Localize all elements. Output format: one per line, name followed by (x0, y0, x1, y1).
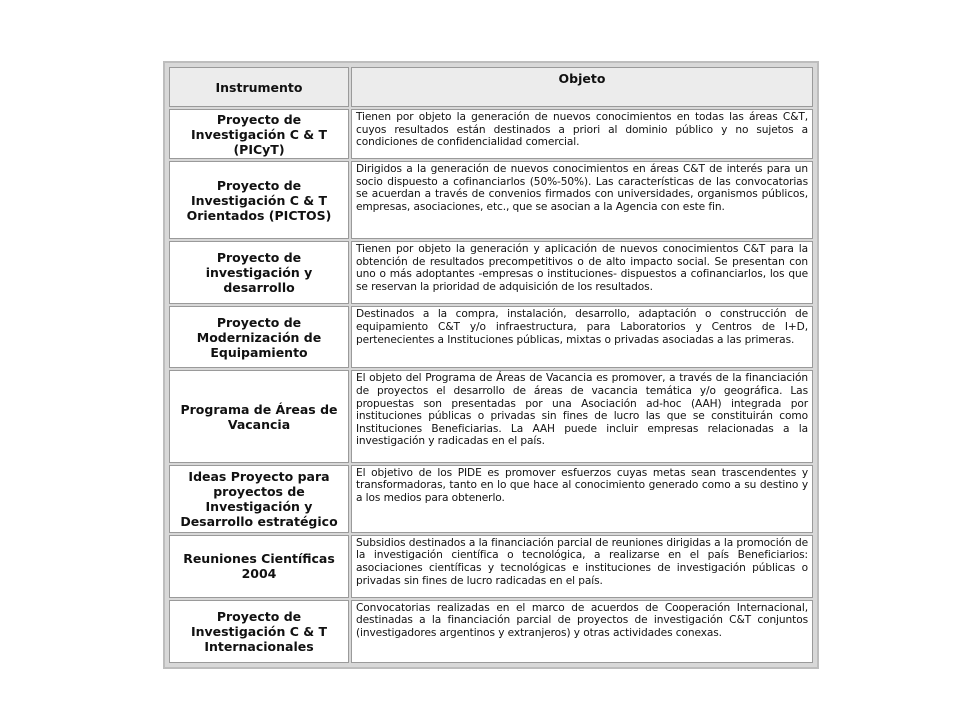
instrument-name: Proyecto de Investigación C & T (PICyT) (169, 109, 349, 159)
table-frame (163, 61, 819, 669)
instrument-name: Proyecto de Investigación C & T Orientados (PICTOS) (169, 161, 349, 239)
instruments-table (167, 65, 815, 665)
instrument-description: Subsidios destinados a la financiación parcial de reuniones dirigidas a la promoción de la investigación científica o tecnológica, a realizarse en el país Beneficiarios: asociaciones científicas y tecnológicas e instituciones de investigación públicas o privadas sin fines de lucro radicadas en el país. (351, 535, 813, 598)
instrument-name: Proyecto de Modernización de Equipamiento (169, 306, 349, 368)
instrument-description: El objetivo de los PIDE es promover esfuerzos cuyas metas sean trascendentes y transformadoras, tanto en lo que hace al conocimiento generado como a su destino y a los medios para obtenerlo. (351, 465, 813, 533)
header-instrumento: Instrumento (169, 67, 349, 107)
table-header-row (169, 67, 813, 107)
instrument-name: Programa de Áreas de Vacancia (169, 370, 349, 462)
header-objeto: Objeto (351, 67, 813, 107)
table-row (169, 465, 813, 533)
table-row (169, 535, 813, 598)
instrument-description: Dirigidos a la generación de nuevos conocimientos en áreas C&T de interés para un socio dispuesto a cofinanciarlos (50%-50%). Las características de las convocatorias se acuerdan a través de convenios firmados con universidades, organismos públicos, empresas, asociaciones, etc., que se asocian a la Agencia con este fin. (351, 161, 813, 239)
table-row (169, 241, 813, 304)
table-row (169, 109, 813, 159)
table-row (169, 161, 813, 239)
instrument-name: Reuniones Científicas 2004 (169, 535, 349, 598)
table-row (169, 370, 813, 462)
instrument-name: Proyecto de Investigación C & T Internacionales (169, 600, 349, 663)
table-row (169, 306, 813, 368)
instrument-description: Convocatorias realizadas en el marco de acuerdos de Cooperación Internacional, destinadas a la financiación parcial de proyectos de investigación C&T conjuntos (investigadores argentinos y extranjeros) y otras actividades conexas. (351, 600, 813, 663)
table-row (169, 600, 813, 663)
instrument-description: El objeto del Programa de Áreas de Vacancia es promover, a través de la financiación de proyectos el desarrollo de áreas de vacancia temática y/o geográfica. Las propuestas son presentadas por una Asociación ad-hoc (AAH) integrada por instituciones públicas o privadas sin fines de lucro las que se constituirán como Instituciones Beneficiarias. La AAH puede incluir empresas relacionadas a la investigación y radicadas en el país. (351, 370, 813, 462)
instrument-name: Proyecto de investigación y desarrollo (169, 241, 349, 304)
instrument-description: Destinados a la compra, instalación, desarrollo, adaptación o construcción de equipamiento C&T y/o infraestructura, para Laboratorios y Centros de I+D, pertenecientes a Instituciones públicas, mixtas o privadas asociadas a las primeras. (351, 306, 813, 368)
instrument-name: Ideas Proyecto para proyectos de Investigación y Desarrollo estratégico (169, 465, 349, 533)
instrument-description: Tienen por objeto la generación y aplicación de nuevos conocimientos C&T para la obtención de resultados precompetitivos o de alto impacto social. Se presentan con uno o más adoptantes -empresas o instituciones- dispuestos a cofinanciarlos, los que se reservan la prioridad de adquisición de los resultados. (351, 241, 813, 304)
instrument-description: Tienen por objeto la generación de nuevos conocimientos en todas las áreas C&T, cuyos resultados están destinados a priori al dominio público y no sujetos a condiciones de confidencialidad comercial. (351, 109, 813, 159)
